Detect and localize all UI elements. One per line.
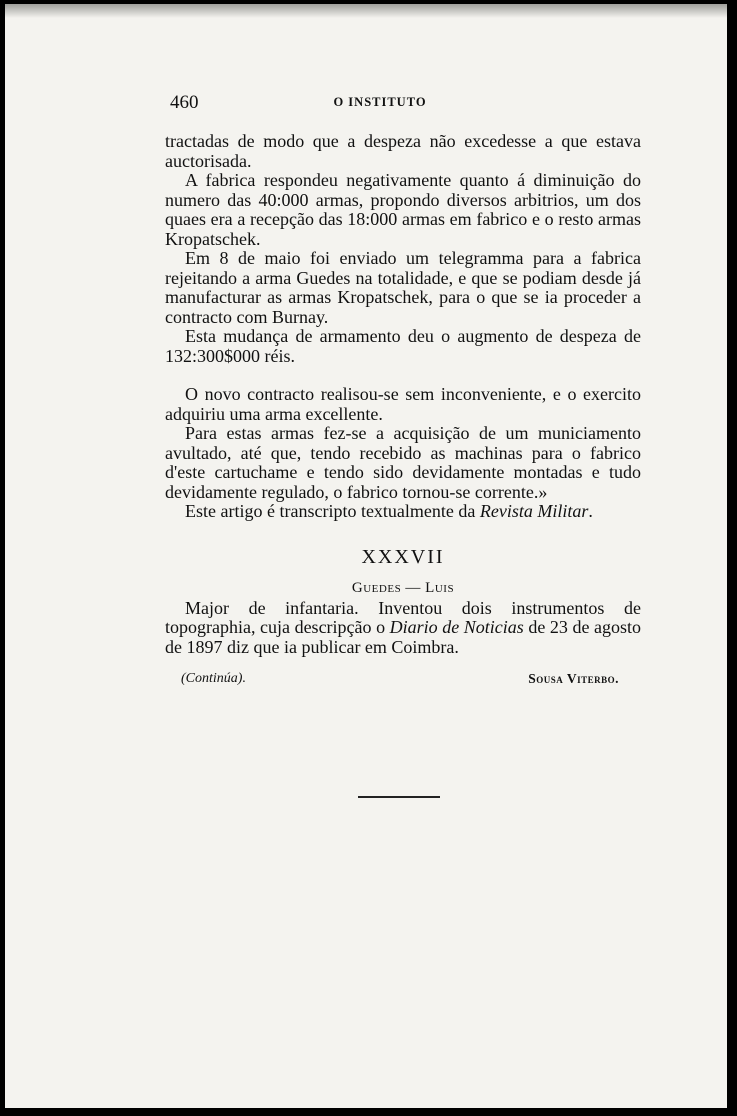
paragraph: tractadas de modo que a despeza não excedesse a que estava auctorisada. <box>165 131 641 171</box>
paragraph: O novo contracto realisou-se sem inconveniente, e o exercito adquiriu uma arma excellente. <box>165 384 641 424</box>
page-header <box>165 92 635 116</box>
entry-paragraph <box>165 599 641 658</box>
entry-source-title: Diario de Noticias <box>389 617 524 637</box>
end-rule <box>358 796 440 798</box>
book-page <box>5 4 727 1108</box>
entry-text-end: de 23 de agosto de 1897 diz que ia publicar em Coimbra. <box>165 617 641 657</box>
closing-paragraph <box>165 502 641 522</box>
entry-text: Major de infantaria. Inventou dois instrumentos de topographia, cuja descripção o <box>165 597 641 637</box>
paragraph: Em 8 de maio foi enviado um telegramma para a fabrica rejeitando a arma Guedes na totalidade, e que se podiam desde já manufacturar as armas Kropatschek, para o que se ia proceder a contracto com Burnay. <box>165 248 641 327</box>
closing-punctuation: . <box>588 501 593 521</box>
running-title: O INSTITUTO <box>333 95 427 109</box>
signature-row <box>165 667 641 689</box>
source-title: Revista Militar <box>479 501 589 521</box>
author-signature: Sousa Viterbo. <box>528 671 619 686</box>
paragraph: A fabrica respondeu negativamente quanto á diminuição do numero das 40:000 armas, propondo diversos arbitrios, um dos quaes era a recepção das 18:000 armas em fabrico e o resto armas Kropatschek. <box>165 170 641 249</box>
section-subject: Guedes — Luis <box>351 580 455 596</box>
section-number: XXXVII <box>361 545 445 568</box>
closing-text: Este artigo é transcripto textualmente da <box>185 501 480 521</box>
paragraph: Para estas armas fez-se a acquisição de um municiamento avultado, até que, tendo recebido as machinas para o fabrico d'este cartuchame e tendo sido devidamente montadas e tudo devidamente regulado, o fabrico tornou-se corrente.» <box>165 423 641 502</box>
paragraph: Esta mudança de armamento deu o augmento de despeza de 132:300$000 réis. <box>165 326 641 366</box>
body-text <box>165 132 641 689</box>
continued-note: (Continúa). <box>181 671 246 686</box>
page-number: 460 <box>170 92 199 113</box>
